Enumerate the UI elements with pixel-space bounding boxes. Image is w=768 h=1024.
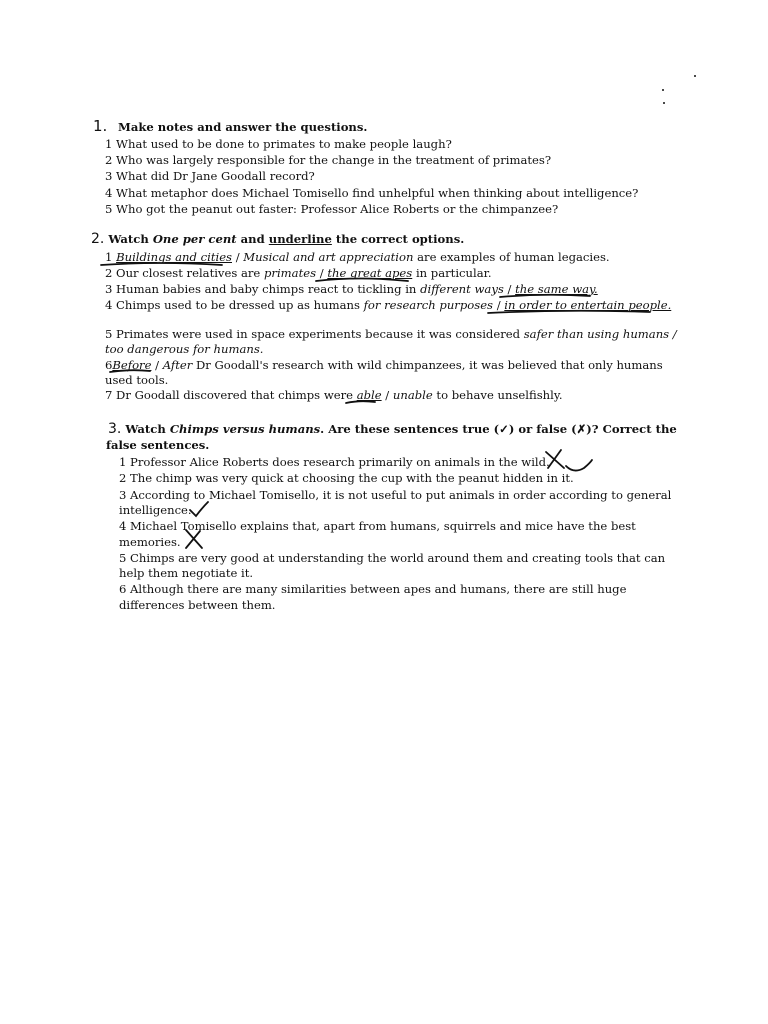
heading-underline-word: underline (268, 232, 332, 246)
sentence-rest: are examples of human legacies. (417, 250, 610, 264)
option-b: unable (392, 388, 433, 402)
check-mark-icon (566, 460, 592, 471)
question-1: 1 What used to be done to primates to make people laugh? (105, 137, 452, 151)
separator: / (507, 282, 512, 296)
question-3: 3 What did Dr Jane Goodall record? (105, 169, 315, 183)
option-line-7 (105, 388, 563, 403)
separator: / (496, 298, 501, 312)
check-mark-icon (190, 502, 208, 516)
sentence-start: 7 Dr Goodall discovered that chimps were (105, 388, 354, 402)
statement-1: 1 Professor Alice Roberts does research primarily on animals in the wild. (119, 455, 550, 469)
option-a: Before (112, 358, 152, 372)
option-line-3 (105, 282, 598, 297)
option-b: Musical and art appreciation (243, 250, 414, 264)
statement-4-cont: memories. (119, 535, 181, 549)
separator: / (385, 388, 390, 402)
statement-2: 2 The chimp was very quick at choosing the cup with the peanut hidden in it. (119, 471, 574, 485)
section-3-heading-cont: false sentences. (106, 438, 210, 452)
separator: / (235, 250, 240, 264)
option-a: Buildings and cities (116, 250, 232, 264)
item-number: 6 (105, 358, 113, 372)
item-number: 1 (105, 250, 113, 264)
sentence-start: 2 Our closest relatives are (105, 266, 261, 280)
option-a: able (356, 388, 382, 402)
statement-5-cont: help them negotiate it. (119, 566, 254, 580)
section-3-heading (108, 422, 677, 437)
section-2-heading (91, 232, 464, 247)
sentence-start: 3 Human babies and baby chimps react to tickling in (105, 282, 417, 296)
heading-text: Watch (108, 232, 149, 246)
separator: / (155, 358, 160, 372)
video-title: Chimps versus humans (169, 422, 321, 436)
sentence-start: 4 Chimps used to be dressed up as humans (105, 298, 360, 312)
section-2-number: 2. (91, 231, 105, 247)
heading-text: Watch (125, 422, 166, 436)
question-2: 2 Who was largely responsible for the change in the treatment of primates? (105, 153, 552, 167)
statement-6: 6 Although there are many similarities between apes and humans, there are still huge (119, 582, 627, 596)
sentence-rest: Dr Goodall's research with wild chimpanzees, it was believed that only humans (195, 358, 663, 372)
option-a: different ways (420, 282, 504, 296)
pen-dot (694, 75, 696, 77)
statement-3-cont: intelligence. (119, 503, 192, 517)
option-a: safer than using humans / (523, 327, 677, 341)
option-b: too dangerous for humans. (105, 342, 264, 356)
option-b: in order to entertain people. (504, 298, 672, 312)
statement-3: 3 According to Michael Tomisello, it is not useful to put animals in order according to general (119, 488, 672, 502)
option-a: primates (264, 266, 317, 280)
option-line-2 (105, 266, 492, 281)
section-3-number: 3. (108, 421, 122, 437)
sentence-rest: in particular. (415, 266, 492, 280)
heading-text: the correct options. (335, 232, 465, 246)
video-title: One per cent (152, 232, 237, 246)
separator: / (319, 266, 324, 280)
pen-dot (662, 89, 664, 91)
option-line-4 (105, 298, 671, 313)
sentence-start: 5 Primates were used in space experiments because it was considered (105, 327, 521, 341)
sentence-rest: to behave unselfishly. (436, 388, 563, 402)
option-line-6 (105, 358, 663, 373)
question-4: 4 What metaphor does Michael Tomisello find unhelpful when thinking about intelligence? (105, 186, 639, 200)
option-line-5 (105, 327, 677, 342)
option-b: After (162, 358, 193, 372)
option-b: the great apes (327, 266, 413, 280)
heading-text: and (240, 232, 265, 246)
option-line-5-cont (105, 342, 263, 357)
option-line-1 (105, 250, 610, 265)
statement-4: 4 Michael Tomisello explains that, apart from humans, squirrels and mice have the best (119, 519, 636, 533)
statement-5: 5 Chimps are very good at understanding the world around them and creating tools that can (119, 551, 666, 565)
heading-text: . Are these sentences true (✓) or false (✗)? Correct the (320, 422, 677, 436)
option-a: for research purposes (363, 298, 493, 312)
statement-6-cont: differences between them. (119, 598, 276, 612)
section-1-heading: Make notes and answer the questions. (118, 120, 368, 134)
question-5: 5 Who got the peanut out faster: Professor Alice Roberts or the chimpanzee? (105, 202, 559, 216)
option-b: the same way. (515, 282, 598, 296)
option-line-6-cont: used tools. (105, 373, 169, 387)
section-1-number: 1. (93, 117, 108, 135)
pen-dot (663, 102, 665, 104)
